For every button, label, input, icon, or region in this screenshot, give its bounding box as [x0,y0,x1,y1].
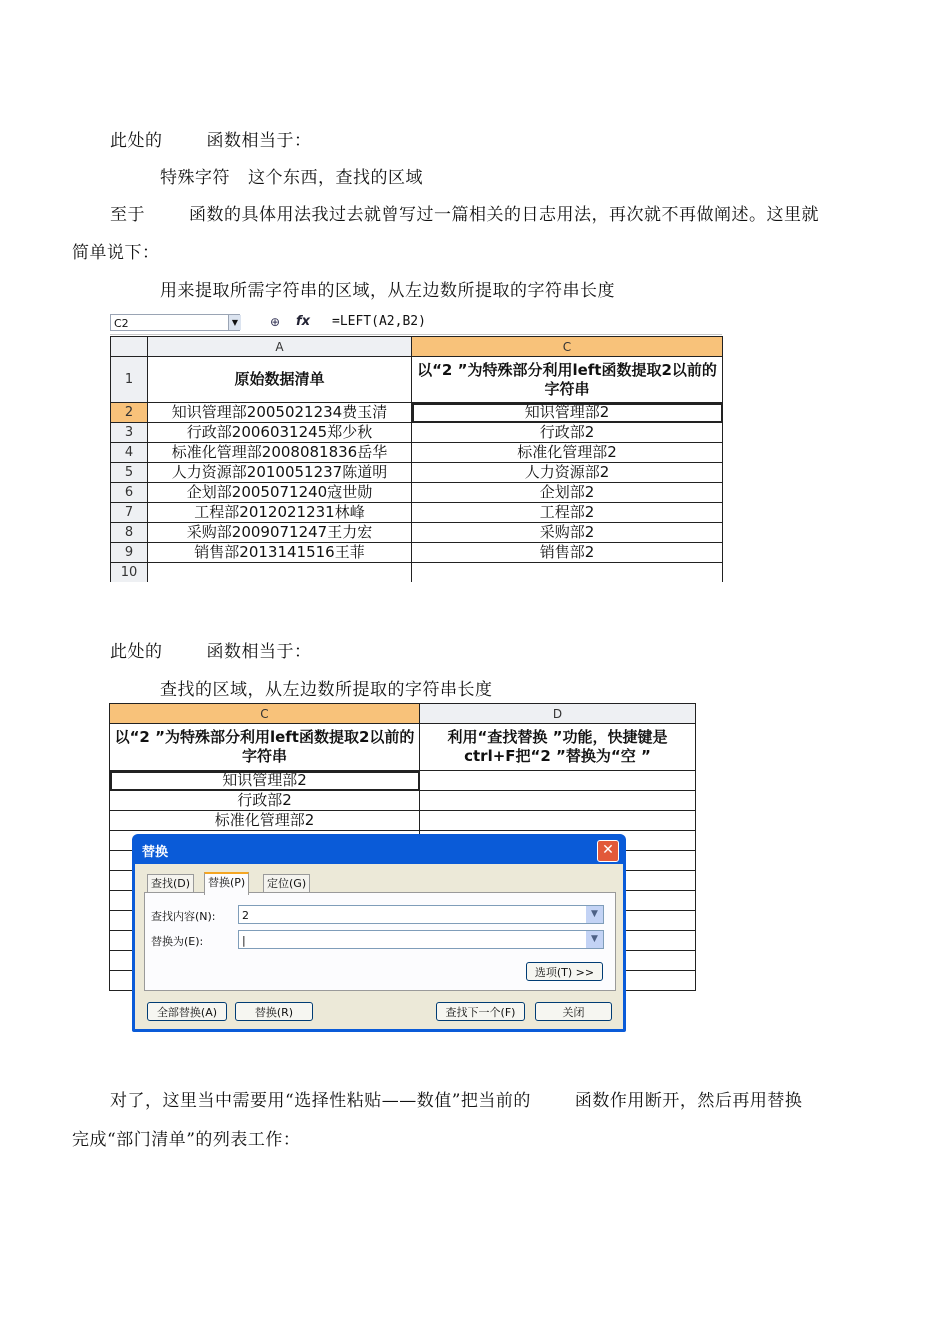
tab-replace[interactable]: 替换(P) [204,872,249,895]
cell-a[interactable]: 工程部2012021231林峰 [148,503,412,523]
row-header[interactable]: 1 [111,357,148,403]
corner-cell[interactable] [111,337,148,357]
replace-input[interactable] [238,930,604,949]
chevron-down-icon[interactable]: ▼ [586,906,603,923]
header-cell-c[interactable]: 以“2 ”为特殊部分利用left函数提取2以前的字符串 [110,724,420,771]
cell-d[interactable] [420,811,696,831]
text: 此处的 [110,131,163,151]
paragraph-3-line1 [110,200,819,225]
name-box[interactable]: C2 [110,314,240,331]
paragraph-5 [110,637,312,662]
cell-a[interactable]: 采购部2009071247王力宏 [148,523,412,543]
grid [110,336,723,582]
cell-c[interactable]: 标准化管理部2 [110,811,420,831]
cell-a[interactable]: 企划部2005071240寇世勋 [148,483,412,503]
dialog-body [135,864,623,1029]
paragraph-6: 查找的区域，从左边数所提取的字符串长度 [160,680,493,700]
text: 函数作用断开，然后再用替换 [574,1091,803,1111]
cell-a[interactable] [148,563,412,583]
header-cell-c[interactable]: 以“2 ”为特殊部分利用left函数提取2以前的字符串 [412,357,723,403]
replace-button[interactable]: 替换(R) [235,1002,313,1021]
paragraph-4: 用来提取所需字符串的区域，从左边数所提取的字符串长度 [160,281,615,301]
replace-dialog [132,834,626,1032]
close-icon[interactable]: ✕ [597,840,619,862]
cell-c[interactable] [412,563,723,583]
options-button[interactable]: 选项(T) >> [526,962,603,981]
magnifier-icon[interactable]: ⊕ [270,315,281,329]
text: 特殊字符 [160,168,230,188]
row-header[interactable]: 9 [111,543,148,563]
paragraph-7-line2: 完成“部门清单”的列表工作： [72,1130,301,1150]
header-cell-a[interactable]: 原始数据清单 [148,357,412,403]
function-icon[interactable]: fx [296,314,311,329]
text: 函数相当于： [206,642,312,662]
chevron-down-icon[interactable]: ▼ [586,931,603,948]
find-label: 查找内容(N): [151,910,216,923]
tab-panel [144,892,616,991]
cell-d[interactable] [420,771,696,791]
text: 至于 [110,205,145,225]
active-cell[interactable]: 知识管理部2 [110,771,420,791]
cell-c[interactable]: 企划部2 [412,483,723,503]
cell-d[interactable] [420,791,696,811]
row-header[interactable]: 10 [111,563,148,583]
cell-c[interactable]: 人力资源部2 [412,463,723,483]
cell-c[interactable]: 工程部2 [412,503,723,523]
find-next-button[interactable]: 查找下一个(F) [436,1002,525,1021]
cell-a[interactable]: 行政部2006031245郑少秋 [148,423,412,443]
row-header[interactable]: 2 [111,403,148,423]
column-header-c[interactable]: C [412,337,723,357]
column-header-d[interactable]: D [420,704,696,724]
replace-label: 替换为(E): [151,935,204,948]
tab-find[interactable]: 查找(D) [147,874,194,893]
column-header-c[interactable]: C [110,704,420,724]
cell-a[interactable]: 人力资源部2010051237陈道明 [148,463,412,483]
text: 此处的 [110,642,163,662]
formula-bar [110,312,722,335]
row-header[interactable]: 5 [111,463,148,483]
replace-all-button[interactable]: 全部替换(A) [147,1002,227,1021]
text: 这个东西，查找的区域 [248,168,423,188]
row-header[interactable]: 6 [111,483,148,503]
paragraph-1 [110,126,312,151]
paragraph-2 [160,163,423,188]
close-button[interactable]: 关闭 [535,1002,612,1021]
replace-value: | [242,934,246,947]
paragraph-7-line1 [110,1086,802,1111]
cell-c[interactable]: 标准化管理部2 [412,443,723,463]
text: 对了，这里当中需要用“选择性粘贴——数值”把当前的 [110,1091,531,1111]
text: 函数的具体用法我过去就曾写过一篇相关的日志用法，再次就不再做阐述。这里就 [189,205,819,225]
active-cell[interactable]: 知识管理部2 [412,403,723,423]
column-header-a[interactable]: A [148,337,412,357]
cell-a[interactable]: 标准化管理部2008081836岳华 [148,443,412,463]
row-header[interactable]: 7 [111,503,148,523]
header-cell-d[interactable]: 利用“查找替换 ”功能，快捷键是ctrl+F把“2 ”替换为“空 ” [420,724,696,771]
find-input[interactable] [238,905,604,924]
cell-c[interactable]: 行政部2 [110,791,420,811]
formula-text[interactable]: =LEFT(A2,B2) [332,314,426,329]
spreadsheet-1 [110,312,722,588]
dialog-title: 替换 [142,845,169,860]
cell-a[interactable]: 知识管理部2005021234费玉清 [148,403,412,423]
cell-c[interactable]: 销售部2 [412,543,723,563]
row-header[interactable]: 4 [111,443,148,463]
row-header[interactable]: 3 [111,423,148,443]
paragraph-3-line2: 简单说下： [72,243,160,263]
chevron-down-icon[interactable]: ▼ [228,315,241,330]
find-value: 2 [242,909,249,922]
cell-c[interactable]: 行政部2 [412,423,723,443]
cell-a[interactable]: 销售部2013141516王菲 [148,543,412,563]
tab-goto[interactable]: 定位(G) [263,874,310,893]
cell-c[interactable]: 采购部2 [412,523,723,543]
text: 函数相当于： [206,131,312,151]
row-header[interactable]: 8 [111,523,148,543]
